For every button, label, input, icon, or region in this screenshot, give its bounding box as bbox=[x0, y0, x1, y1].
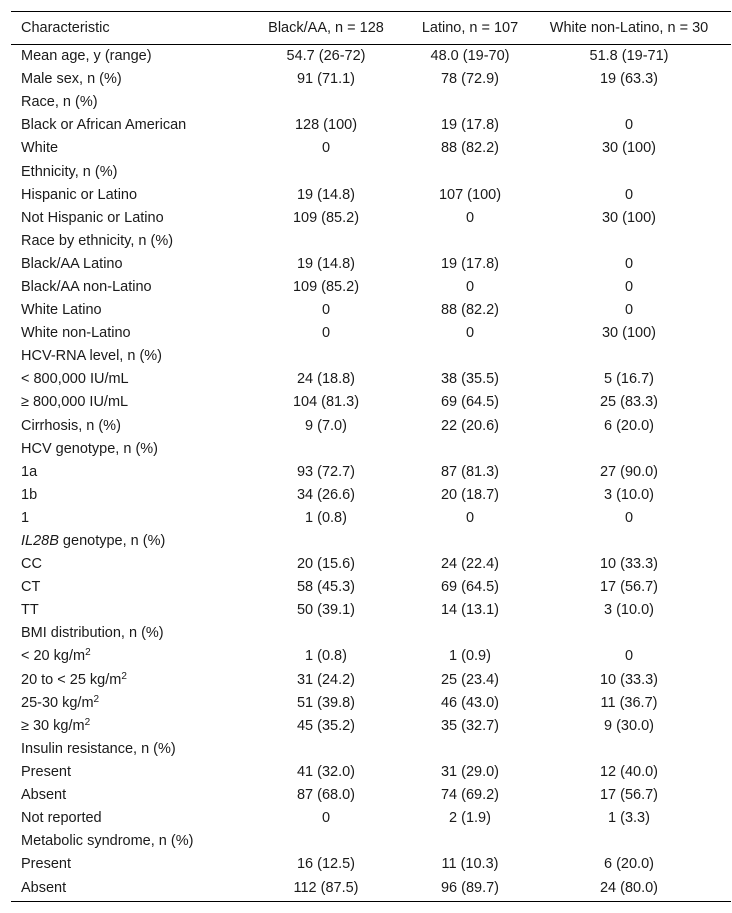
cell-white-non-latino bbox=[527, 530, 731, 553]
row-label bbox=[11, 530, 239, 553]
table-row bbox=[11, 45, 731, 69]
cell-white-non-latino: 30 (100) bbox=[601, 325, 656, 342]
row-label-text: Present bbox=[21, 856, 71, 873]
row-label bbox=[11, 830, 239, 853]
row-label-text: Black/AA Latino bbox=[21, 255, 123, 272]
row-label bbox=[11, 368, 239, 391]
cell-latino: 35 (32.7) bbox=[440, 717, 500, 734]
cell-latino bbox=[413, 622, 527, 645]
row-label bbox=[11, 876, 239, 902]
cell-latino: 69 (64.5) bbox=[440, 579, 500, 596]
cell-white-non-latino: 12 (40.0) bbox=[599, 763, 659, 780]
cell-latino: 20 (18.7) bbox=[440, 486, 500, 503]
table-row bbox=[11, 114, 731, 137]
row-label-text: 25-30 kg/m bbox=[21, 694, 94, 711]
cell-latino: 0 bbox=[465, 325, 475, 342]
row-label bbox=[11, 715, 239, 738]
cell-black-aa: 16 (12.5) bbox=[296, 856, 356, 873]
row-label bbox=[11, 576, 239, 599]
cell-white-non-latino: 6 (20.0) bbox=[604, 417, 654, 434]
cell-latino bbox=[413, 530, 527, 553]
cell-latino: 24 (22.4) bbox=[440, 556, 500, 573]
row-label-superscript: 2 bbox=[85, 647, 91, 659]
table-row bbox=[11, 669, 731, 692]
cell-latino: 38 (35.5) bbox=[440, 371, 500, 388]
row-label bbox=[11, 137, 239, 160]
row-label bbox=[11, 461, 239, 484]
cell-black-aa: 0 bbox=[321, 325, 331, 342]
row-label-text: Black/AA non-Latino bbox=[21, 278, 152, 295]
cell-black-aa: 20 (15.6) bbox=[296, 556, 356, 573]
cell-latino bbox=[413, 830, 527, 853]
table-row bbox=[11, 438, 731, 461]
cell-black-aa: 93 (72.7) bbox=[296, 463, 356, 480]
cell-white-non-latino: 10 (33.3) bbox=[599, 671, 659, 688]
row-label-text: White bbox=[21, 140, 59, 157]
table-row bbox=[11, 530, 731, 553]
row-label bbox=[11, 553, 239, 576]
row-label bbox=[11, 484, 239, 507]
table-row bbox=[11, 853, 731, 876]
table-row bbox=[11, 345, 731, 368]
cell-latino bbox=[413, 160, 527, 183]
cell-latino bbox=[413, 738, 527, 761]
row-label-text: Black or African American bbox=[21, 117, 187, 134]
cell-black-aa: 58 (45.3) bbox=[296, 579, 356, 596]
row-label bbox=[11, 45, 239, 69]
cell-white-non-latino: 6 (20.0) bbox=[604, 856, 654, 873]
row-label bbox=[11, 599, 239, 622]
cell-latino: 1 (0.9) bbox=[449, 648, 491, 665]
row-label bbox=[11, 784, 239, 807]
cell-white-non-latino: 51.8 (19-71) bbox=[589, 48, 669, 65]
cell-white-non-latino: 27 (90.0) bbox=[599, 463, 659, 480]
row-label bbox=[11, 415, 239, 438]
table-row bbox=[11, 553, 731, 576]
cell-white-non-latino: 17 (56.7) bbox=[599, 579, 659, 596]
table-row bbox=[11, 184, 731, 207]
header-white-non-latino: White non-Latino, n = 30 bbox=[527, 12, 731, 45]
cell-black-aa: 112 (87.5) bbox=[239, 876, 413, 902]
table-row bbox=[11, 368, 731, 391]
table-body bbox=[11, 45, 731, 902]
cell-white-non-latino bbox=[527, 830, 731, 853]
table-row bbox=[11, 507, 731, 530]
row-label bbox=[11, 622, 239, 645]
cell-white-non-latino: 17 (56.7) bbox=[599, 787, 659, 804]
row-label-text: 1 bbox=[21, 509, 30, 526]
cell-black-aa bbox=[239, 438, 413, 461]
table-row bbox=[11, 391, 731, 414]
characteristics-table bbox=[11, 11, 731, 902]
row-label bbox=[11, 68, 239, 91]
row-label bbox=[11, 807, 239, 830]
cell-latino: 11 (10.3) bbox=[441, 856, 499, 873]
table-row bbox=[11, 230, 731, 253]
row-label-text: Mean age, y (range) bbox=[21, 48, 152, 65]
row-label-text: Race, n (%) bbox=[21, 94, 98, 111]
row-label bbox=[11, 507, 239, 530]
cell-black-aa: 0 bbox=[321, 140, 331, 157]
table-row bbox=[11, 576, 731, 599]
table-row bbox=[11, 160, 731, 183]
cell-black-aa bbox=[239, 622, 413, 645]
row-label-text: 20 to < 25 kg/m bbox=[21, 671, 122, 688]
row-label bbox=[11, 391, 239, 414]
cell-white-non-latino: 0 bbox=[624, 302, 634, 319]
cell-black-aa: 128 (100) bbox=[294, 117, 358, 134]
row-label bbox=[11, 114, 239, 137]
row-label bbox=[11, 853, 239, 876]
table-row bbox=[11, 876, 731, 902]
cell-black-aa: 109 (85.2) bbox=[292, 278, 360, 295]
cell-latino bbox=[413, 230, 527, 253]
row-label-text: Metabolic syndrome, n (%) bbox=[21, 833, 194, 850]
table-container bbox=[11, 11, 721, 902]
table-row bbox=[11, 715, 731, 738]
cell-black-aa: 1 (0.8) bbox=[305, 509, 347, 526]
cell-latino: 48.0 (19-70) bbox=[430, 48, 510, 65]
table-header bbox=[11, 12, 731, 45]
row-label-text: 1a bbox=[21, 463, 38, 480]
table-row bbox=[11, 299, 731, 322]
row-label-text: Not reported bbox=[21, 810, 102, 827]
cell-white-non-latino bbox=[527, 230, 731, 253]
cell-white-non-latino: 24 (80.0) bbox=[527, 876, 731, 902]
row-label-text: Absent bbox=[21, 880, 67, 897]
table-row bbox=[11, 692, 731, 715]
row-label bbox=[11, 276, 239, 299]
row-label-text: ≥ 30 kg/m bbox=[21, 717, 85, 734]
cell-latino: 0 bbox=[465, 509, 475, 526]
table-row bbox=[11, 784, 731, 807]
row-label-text: 1b bbox=[21, 486, 38, 503]
cell-black-aa: 0 bbox=[321, 810, 331, 827]
header-latino: Latino, n = 107 bbox=[413, 12, 527, 45]
header-characteristic: Characteristic bbox=[11, 12, 239, 45]
cell-black-aa: 0 bbox=[321, 302, 331, 319]
cell-black-aa bbox=[239, 530, 413, 553]
row-label-text: Ethnicity, n (%) bbox=[21, 163, 118, 180]
cell-black-aa: 87 (68.0) bbox=[296, 787, 356, 804]
table-row bbox=[11, 91, 731, 114]
table-row bbox=[11, 484, 731, 507]
row-label bbox=[11, 299, 239, 322]
cell-white-non-latino: 9 (30.0) bbox=[604, 717, 654, 734]
row-label bbox=[11, 761, 239, 784]
table-row bbox=[11, 807, 731, 830]
row-label bbox=[11, 438, 239, 461]
row-label bbox=[11, 230, 239, 253]
cell-latino bbox=[413, 345, 527, 368]
cell-black-aa bbox=[239, 830, 413, 853]
cell-white-non-latino: 25 (83.3) bbox=[599, 394, 659, 411]
cell-latino: 25 (23.4) bbox=[440, 671, 500, 688]
row-label-superscript: 2 bbox=[93, 693, 100, 705]
cell-white-non-latino bbox=[527, 91, 731, 114]
row-label bbox=[11, 207, 239, 230]
header-black-aa: Black/AA, n = 128 bbox=[239, 12, 413, 45]
cell-latino: 107 (100) bbox=[438, 186, 502, 203]
cell-latino: 0 bbox=[465, 278, 475, 295]
cell-white-non-latino: 0 bbox=[624, 255, 634, 272]
row-label bbox=[11, 692, 239, 715]
cell-black-aa: 24 (18.8) bbox=[296, 371, 356, 388]
cell-black-aa: 91 (71.1) bbox=[296, 71, 356, 88]
cell-latino: 14 (13.1) bbox=[440, 602, 500, 619]
header-row bbox=[11, 12, 731, 45]
row-label-text: White non-Latino bbox=[21, 325, 131, 342]
cell-white-non-latino bbox=[527, 738, 731, 761]
cell-latino: 2 (1.9) bbox=[449, 810, 491, 827]
row-label-text: TT bbox=[21, 602, 39, 619]
row-label-text: Present bbox=[21, 763, 71, 780]
cell-latino: 88 (82.2) bbox=[440, 140, 500, 157]
cell-black-aa: 54.7 (26-72) bbox=[286, 48, 366, 65]
cell-latino: 22 (20.6) bbox=[440, 417, 500, 434]
table-row bbox=[11, 461, 731, 484]
row-label bbox=[11, 669, 239, 692]
cell-white-non-latino bbox=[527, 438, 731, 461]
cell-latino: 31 (29.0) bbox=[440, 763, 500, 780]
row-label-text: Race by ethnicity, n (%) bbox=[21, 232, 174, 249]
cell-black-aa: 109 (85.2) bbox=[292, 209, 360, 226]
table-row bbox=[11, 645, 731, 668]
row-label-text: Hispanic or Latino bbox=[21, 186, 138, 203]
row-label bbox=[11, 253, 239, 276]
row-label-text: < 800,000 IU/mL bbox=[21, 371, 129, 388]
cell-white-non-latino: 0 bbox=[624, 648, 634, 665]
row-label-text: ≥ 800,000 IU/mL bbox=[21, 394, 129, 411]
row-label-text: CC bbox=[21, 556, 42, 573]
cell-latino bbox=[413, 438, 527, 461]
cell-white-non-latino: 0 bbox=[624, 278, 634, 295]
table-row bbox=[11, 415, 731, 438]
cell-latino: 46 (43.0) bbox=[440, 694, 500, 711]
cell-white-non-latino bbox=[527, 160, 731, 183]
cell-latino: 88 (82.2) bbox=[440, 302, 500, 319]
cell-latino: 19 (17.8) bbox=[440, 255, 500, 272]
row-label bbox=[11, 322, 239, 345]
cell-black-aa bbox=[239, 91, 413, 114]
table-row bbox=[11, 761, 731, 784]
cell-black-aa: 31 (24.2) bbox=[296, 671, 356, 688]
row-label-text: CT bbox=[21, 579, 41, 596]
table-row bbox=[11, 137, 731, 160]
row-label-text: White Latino bbox=[21, 302, 102, 319]
row-label bbox=[11, 645, 239, 668]
row-label-superscript: 2 bbox=[121, 670, 127, 682]
cell-black-aa: 50 (39.1) bbox=[296, 602, 356, 619]
cell-white-non-latino bbox=[527, 345, 731, 368]
cell-black-aa: 1 (0.8) bbox=[305, 648, 347, 665]
cell-white-non-latino: 30 (100) bbox=[601, 140, 656, 157]
cell-black-aa: 41 (32.0) bbox=[296, 763, 356, 780]
cell-black-aa bbox=[239, 230, 413, 253]
row-label bbox=[11, 738, 239, 761]
cell-white-non-latino: 3 (10.0) bbox=[604, 602, 654, 619]
row-label bbox=[11, 91, 239, 114]
row-label-text: Absent bbox=[21, 787, 67, 804]
row-label bbox=[11, 160, 239, 183]
cell-latino: 69 (64.5) bbox=[440, 394, 500, 411]
cell-white-non-latino bbox=[527, 622, 731, 645]
cell-latino: 87 (81.3) bbox=[440, 463, 500, 480]
cell-white-non-latino: 0 bbox=[624, 117, 634, 134]
cell-white-non-latino: 5 (16.7) bbox=[604, 371, 654, 388]
row-label-text: Cirrhosis, n (%) bbox=[21, 417, 121, 434]
row-label-superscript: 2 bbox=[84, 716, 91, 728]
row-label-suffix: genotype, n (%) bbox=[58, 533, 166, 550]
row-label-italic: IL28B bbox=[21, 533, 59, 550]
cell-black-aa: 51 (39.8) bbox=[296, 694, 356, 711]
row-label-text: Male sex, n (%) bbox=[21, 71, 122, 88]
cell-black-aa bbox=[239, 160, 413, 183]
row-label-text: Not Hispanic or Latino bbox=[21, 209, 164, 226]
cell-white-non-latino: 0 bbox=[624, 186, 634, 203]
row-label bbox=[11, 184, 239, 207]
cell-black-aa: 104 (81.3) bbox=[292, 394, 360, 411]
table-row bbox=[11, 322, 731, 345]
cell-white-non-latino: 0 bbox=[624, 509, 634, 526]
table-row bbox=[11, 622, 731, 645]
cell-latino: 78 (72.9) bbox=[440, 71, 500, 88]
table-row bbox=[11, 276, 731, 299]
table-row bbox=[11, 253, 731, 276]
row-label-text: HCV-RNA level, n (%) bbox=[21, 348, 163, 365]
cell-latino: 19 (17.8) bbox=[440, 117, 500, 134]
table-row bbox=[11, 68, 731, 91]
table-row bbox=[11, 830, 731, 853]
cell-black-aa: 19 (14.8) bbox=[296, 255, 356, 272]
row-label-text: HCV genotype, n (%) bbox=[21, 440, 159, 457]
table-row bbox=[11, 738, 731, 761]
cell-latino: 96 (89.7) bbox=[413, 876, 527, 902]
cell-white-non-latino: 19 (63.3) bbox=[599, 71, 659, 88]
cell-black-aa bbox=[239, 345, 413, 368]
cell-black-aa bbox=[239, 738, 413, 761]
row-label-text: Insulin resistance, n (%) bbox=[21, 740, 176, 757]
row-label-text: BMI distribution, n (%) bbox=[21, 625, 164, 642]
cell-black-aa: 45 (35.2) bbox=[296, 717, 356, 734]
cell-white-non-latino: 1 (3.3) bbox=[608, 810, 650, 827]
cell-latino: 74 (69.2) bbox=[440, 787, 500, 804]
cell-black-aa: 9 (7.0) bbox=[305, 417, 347, 434]
cell-white-non-latino: 11 (36.7) bbox=[600, 694, 658, 711]
cell-black-aa: 19 (14.8) bbox=[296, 186, 356, 203]
cell-white-non-latino: 3 (10.0) bbox=[604, 486, 654, 503]
row-label-text: < 20 kg/m bbox=[21, 648, 86, 665]
row-label bbox=[11, 345, 239, 368]
cell-white-non-latino: 30 (100) bbox=[601, 209, 656, 226]
cell-white-non-latino: 10 (33.3) bbox=[599, 556, 659, 573]
cell-black-aa: 34 (26.6) bbox=[296, 486, 356, 503]
table-row bbox=[11, 599, 731, 622]
cell-latino: 0 bbox=[465, 209, 475, 226]
table-row bbox=[11, 207, 731, 230]
cell-latino bbox=[413, 91, 527, 114]
